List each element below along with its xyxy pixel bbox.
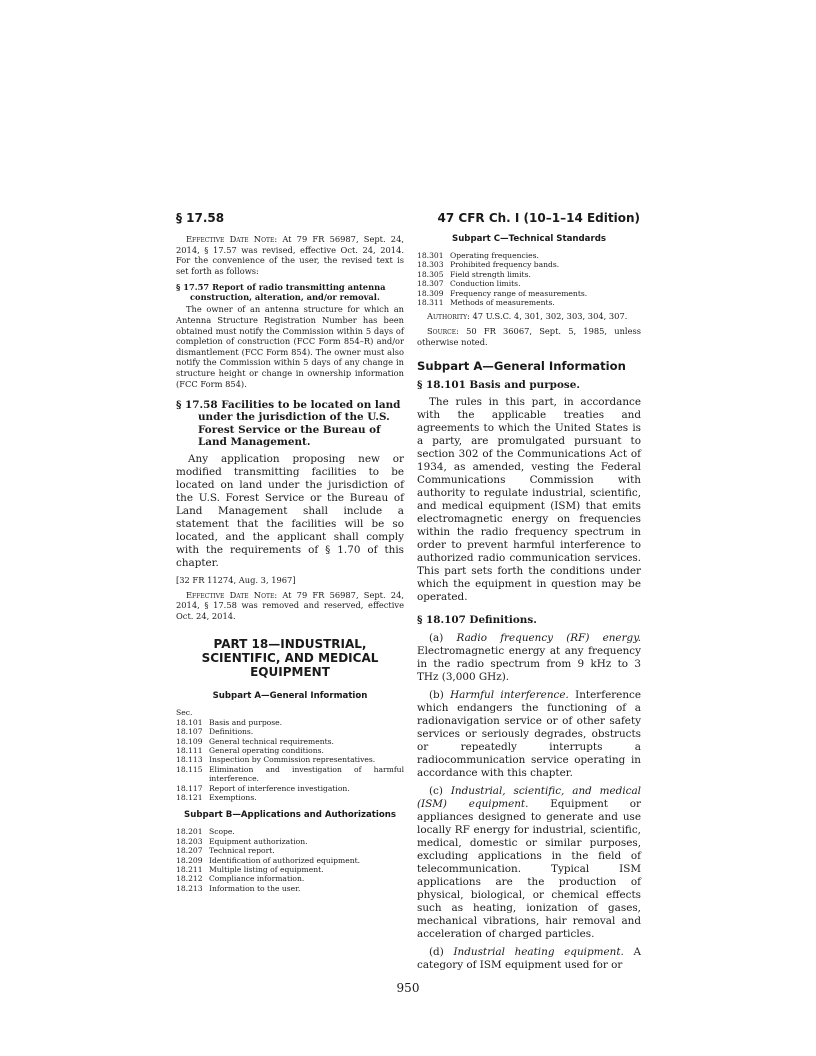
toc-entry-text: Basis and purpose. xyxy=(209,717,283,727)
definition-text: Electromagnetic energy at any frequency in the radio spectrum from 9 kHz to 3 THz (3,000 GHz). xyxy=(417,644,641,683)
source-note xyxy=(417,326,641,347)
toc-entry-number: 18.305 xyxy=(417,269,444,279)
toc-entry-text: Scope. xyxy=(209,827,235,837)
toc-entry xyxy=(176,727,404,736)
toc-entry-number: 18.307 xyxy=(417,279,444,289)
toc-entry xyxy=(417,270,641,279)
toc-entry-text: General technical requirements. xyxy=(209,736,334,746)
toc-entry-text: Frequency range of measurements. xyxy=(450,288,588,298)
note-text: At 79 FR 56987, Sept. 24, 2014, § 17.58 was removed and reserved, effective Oct. 24, 2014. xyxy=(176,589,405,621)
toc-entry-text: Elimination and investigation of harmful interference. xyxy=(209,764,404,784)
section-18107-title: § 18.107 Definitions. xyxy=(417,614,537,627)
toc-entry xyxy=(176,755,404,764)
authority-note xyxy=(417,311,641,322)
toc-entry-text: Conduction limits. xyxy=(450,279,521,289)
toc-entry-text: Prohibited frequency bands. xyxy=(450,260,560,270)
toc-entry-number: 18.117 xyxy=(176,783,203,793)
toc-entry xyxy=(176,846,404,855)
definition-label: (b) xyxy=(429,688,451,701)
toc-entry-number: 18.212 xyxy=(176,874,203,884)
subpart-c-toc xyxy=(417,251,641,307)
toc-entry xyxy=(176,784,404,793)
definition-term: Industrial, scientific, and medical (ISM) equipment. xyxy=(417,784,641,810)
toc-entry-number: 18.203 xyxy=(176,836,203,846)
toc-entry xyxy=(417,279,641,288)
toc-entry-number: 18.207 xyxy=(176,846,203,856)
toc-entry-text: Multiple listing of equipment. xyxy=(209,865,324,874)
definition-c xyxy=(417,785,641,941)
toc-entry-number: 18.311 xyxy=(417,298,444,308)
toc-entry-number: 18.213 xyxy=(176,883,203,893)
toc-entry-number: 18.121 xyxy=(176,792,203,802)
running-header-edition: 47 CFR Ch. I (10–1–14 Edition) xyxy=(437,211,640,225)
subpart-a-toc xyxy=(176,718,404,803)
source-label: Source: xyxy=(427,326,459,337)
note-text: At 79 FR 56987, Sept. 24, 2014, § 17.57 was revised, effective Oct. 24, 2014. For the convenience of the user, the revised text is set forth as follows: xyxy=(176,234,405,276)
toc-entry-text: Identification of authorized equipment. xyxy=(209,855,361,865)
definition-a xyxy=(417,632,641,684)
source-text: 50 FR 36067, Sept. 5, 1985, unless otherwise noted. xyxy=(417,326,641,347)
toc-entry xyxy=(176,884,404,893)
toc-entry-number: 18.113 xyxy=(176,755,203,765)
toc-entry-number: 18.209 xyxy=(176,855,203,865)
right-column xyxy=(417,234,641,977)
toc-entry-number: 18.109 xyxy=(176,736,203,746)
toc-entry-text: Operating frequencies. xyxy=(450,251,539,260)
toc-entry xyxy=(417,298,641,307)
citation: [32 FR 11274, Aug. 3, 1967] xyxy=(176,574,296,585)
section-1757-body: The owner of an antenna structure for which an Antenna Structure Registration Number has been obtained must notify the Commission within 5 days of completion of construction (FCC Form 854–R) and/or dismantlement (FCC Form 854). The owner must also notify the Commission within 5 days of any change in structure height or change in ownership information (FCC Form 854). xyxy=(176,304,404,389)
note-label: Effective Date Note: xyxy=(186,589,278,600)
subpart-a-heading: Subpart A—General Information xyxy=(417,359,626,374)
toc-entry-text: Technical report. xyxy=(209,846,275,856)
toc-entry-number: 18.309 xyxy=(417,288,444,298)
note-label: Effective Date Note: xyxy=(186,234,278,244)
page-number: 950 xyxy=(396,981,420,995)
toc-entry xyxy=(417,289,641,298)
toc-entry-text: Methods of measurements. xyxy=(450,298,555,308)
definition-label: (c) xyxy=(429,784,451,797)
toc-entry xyxy=(176,765,404,784)
definition-label: (a) xyxy=(429,631,457,644)
toc-entry xyxy=(176,718,404,727)
toc-entry xyxy=(176,827,404,836)
authority-label: Authority: xyxy=(427,311,470,322)
definition-d xyxy=(417,946,641,972)
toc-entry xyxy=(176,874,404,883)
section-1758-title: § 17.58 Facilities to be located on land under the jurisdiction of the U.S. Forest Service or the Bureau of Land Management. xyxy=(176,399,401,448)
toc-entry-number: 18.303 xyxy=(417,260,444,270)
subpart-b-toc xyxy=(176,827,404,893)
definition-text: Equipment or appliances designed to generate and use locally RF energy for industrial, scientific, medical, domestic or similar purposes, excluding applications in the field of telecommunication. Typical ISM applications are the production of physical, biological, or chemical effects such as heating, ionization of gases, mechanical vibrations, hair removal and acceleration of charged particles. xyxy=(417,797,641,940)
effective-date-note-1758 xyxy=(176,590,404,622)
definition-text: A category of ISM equipment used for or xyxy=(417,945,642,971)
definition-label: (d) xyxy=(429,945,454,958)
toc-entry-text: Exemptions. xyxy=(209,792,257,802)
toc-entry-number: 18.111 xyxy=(176,745,203,755)
toc-entry-text: Equipment authorization. xyxy=(209,836,308,846)
part-18-title: PART 18—INDUSTRIAL, SCIENTIFIC, AND MEDICAL EQUIPMENT xyxy=(201,637,379,680)
toc-entry-number: 18.107 xyxy=(176,727,203,737)
toc-entry-text: Compliance information. xyxy=(209,874,305,884)
definition-text: Interference which endangers the functioning of a radionavigation service or of other safety services or seriously degrades, obstructs or repeatedly interrupts a radiocommunication service operating in accordance with this chapter. xyxy=(417,688,641,779)
definition-term: Industrial heating equipment. xyxy=(453,945,624,958)
section-18101-title: § 18.101 Basis and purpose. xyxy=(417,379,580,392)
toc-entry xyxy=(176,746,404,755)
toc-entry-text: Field strength limits. xyxy=(450,269,531,279)
toc-entry-number: 18.115 xyxy=(176,764,203,774)
toc-entry xyxy=(176,865,404,874)
effective-date-note-1757 xyxy=(176,234,404,276)
toc-entry-text: Report of interference investigation. xyxy=(209,783,350,793)
section-18101-body: The rules in this part, in accordance with the applicable treaties and agreements to which the United States is a party, are promulgated pursuant to section 302 of the Communications Act of 1934, as amended, vesting the Federal Communications Commission with authority to regulate industrial, scientific, and medical equipment (ISM) that emits electromagnetic energy on frequencies within the radio frequency spectrum in order to prevent harmful interference to authorized radio communication services. This part sets forth the conditions under which the equipment in question may be operated. xyxy=(417,396,641,604)
toc-entry-number: 18.301 xyxy=(417,251,444,260)
toc-entry-text: Inspection by Commission representatives. xyxy=(209,755,376,765)
section-1757-title: § 17.57 Report of radio transmitting antenna construction, alteration, and/or removal. xyxy=(176,282,386,303)
definition-term: Radio frequency (RF) energy. xyxy=(456,631,641,644)
section-1758-body: Any application proposing new or modified transmitting facilities to be located on land under the jurisdiction of the U.S. Forest Service or the Bureau of Land Management shall include a statement that the facilities will be so located, and the applicant shall comply with the requirements of § 1.70 of this chapter. xyxy=(176,452,404,569)
toc-entry xyxy=(176,856,404,865)
authority-text: 47 U.S.C. 4, 301, 302, 303, 304, 307. xyxy=(469,311,628,322)
subpart-b-toc-title: Subpart B—Applications and Authorizations xyxy=(184,810,396,821)
toc-entry xyxy=(417,251,641,260)
toc-entry-text: General operating conditions. xyxy=(209,745,324,755)
toc-entry xyxy=(176,737,404,746)
toc-entry-number: 18.211 xyxy=(176,865,203,874)
toc-entry xyxy=(417,260,641,269)
toc-entry-text: Information to the user. xyxy=(209,883,301,893)
subpart-c-toc-title: Subpart C—Technical Standards xyxy=(452,234,606,244)
toc-entry-text: Definitions. xyxy=(209,727,254,737)
toc-entry xyxy=(176,837,404,846)
definition-term: Harmful interference. xyxy=(450,688,569,701)
toc-entry-number: 18.201 xyxy=(176,827,203,837)
left-column xyxy=(176,234,404,897)
toc-sec-label: Sec. xyxy=(176,708,193,718)
subpart-a-toc-title: Subpart A—General Information xyxy=(212,691,368,702)
running-header-section: § 17.58 xyxy=(176,211,225,225)
toc-entry xyxy=(176,793,404,802)
toc-entry-number: 18.101 xyxy=(176,717,203,727)
definition-b xyxy=(417,689,641,780)
